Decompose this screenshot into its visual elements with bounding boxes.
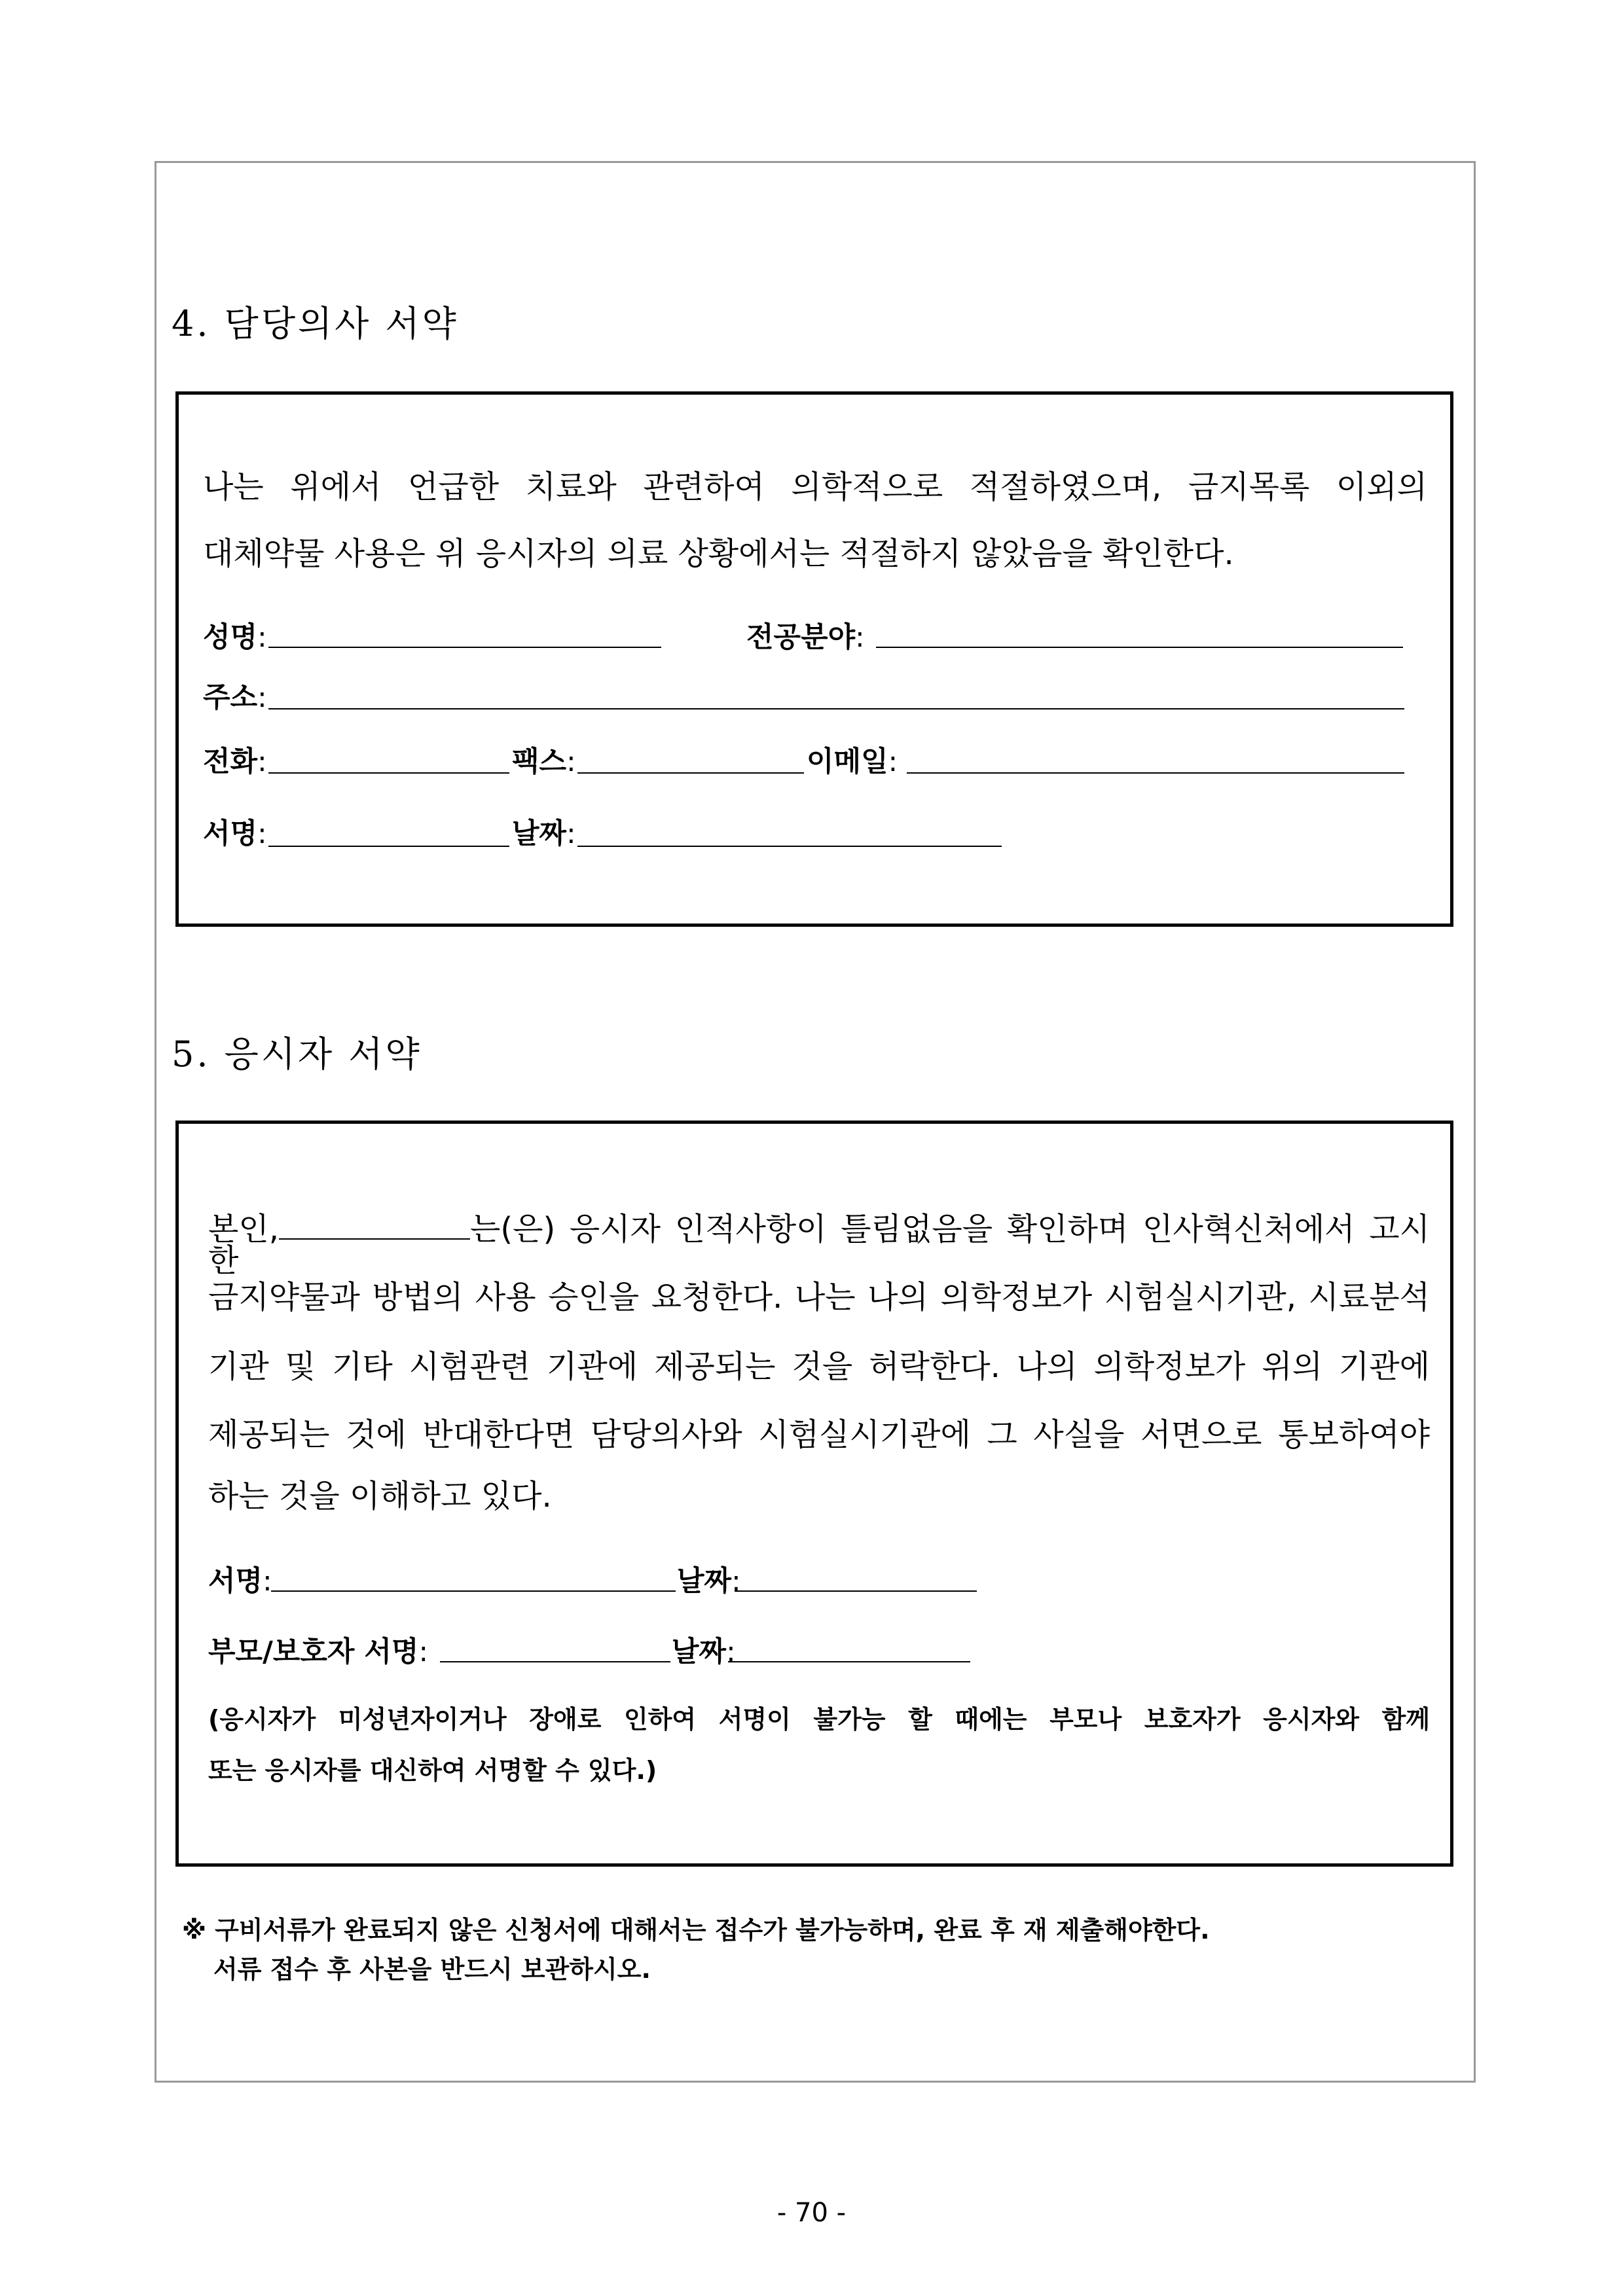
physician-phone-label: 전화:	[203, 745, 267, 778]
physician-name-label: 성명:	[203, 621, 267, 654]
physician-name-field[interactable]	[268, 647, 661, 648]
submission-note-line-1: ※ 구비서류가 완료되지 않은 신청서에 대해서는 접수가 불가능하며, 완료 후 재 제출해야한다.	[182, 1916, 1210, 1945]
physician-email-label: 이메일:	[807, 745, 898, 778]
page-number: - 70 -	[776, 2198, 847, 2228]
section-4-title: 4. 담당의사 서약	[172, 303, 459, 344]
physician-statement-line-1: 나는 위에서 언급한 치료와 관련하여 의학적으로 적절하였으며, 금지목록 이외의	[203, 469, 1427, 505]
applicant-signature-label: 서명:	[208, 1565, 272, 1598]
applicant-name-inline-field[interactable]	[279, 1212, 470, 1240]
applicant-statement-line-5: 하는 것을 이해하고 있다.	[208, 1478, 552, 1515]
physician-date-field[interactable]	[577, 846, 1002, 847]
physician-address-field[interactable]	[268, 708, 1404, 709]
guardian-date-label: 날짜:	[672, 1636, 736, 1668]
applicant-date-field[interactable]	[735, 1590, 977, 1592]
physician-signature-label: 서명:	[203, 817, 267, 850]
guardian-date-field[interactable]	[728, 1661, 970, 1662]
guardian-signature-field[interactable]	[440, 1661, 670, 1662]
guardian-note-line-2: 또는 응시자를 대신하여 서명할 수 있다.)	[208, 1756, 657, 1785]
section-5-title: 5. 응시자 서약	[172, 1033, 422, 1075]
guardian-note-line-1: (응시자가 미성년자이거나 장애로 인하여 서명이 불가능 할 때에는 부모나 보호자가 응시자와 함께	[208, 1705, 1430, 1734]
applicant-statement-line-1: 본인, 는(은) 응시자 인적사항이 틀림없음을 확인하며 인사혁신처에서 고시한	[208, 1211, 1430, 1279]
physician-fax-label: 팩스:	[512, 745, 576, 778]
physician-statement-line-2: 대체약물 사용은 위 응시자의 의료 상황에서는 적절하지 않았음을 확인한다.	[203, 535, 1234, 572]
submission-note-line-2: 서류 접수 후 사본을 반드시 보관하시오.	[213, 1955, 651, 1984]
physician-address-label: 주소:	[203, 681, 267, 714]
physician-signature-field[interactable]	[268, 846, 509, 847]
applicant-date-label: 날짜:	[677, 1565, 741, 1598]
physician-fax-field[interactable]	[577, 772, 804, 774]
applicant-statement-line-2: 금지약물과 방법의 사용 승인을 요청한다. 나는 나의 의학정보가 시험실시기관, 시료분석	[208, 1279, 1430, 1316]
guardian-signature-label: 부모/보호자 서명:	[208, 1636, 428, 1668]
applicant-statement-line-3: 기관 및 기타 시험관련 기관에 제공되는 것을 허락한다. 나의 의학정보가 위의 기관에	[208, 1348, 1430, 1385]
physician-specialty-label: 전공분야:	[746, 621, 865, 654]
applicant-signature-field[interactable]	[271, 1590, 676, 1592]
physician-email-field[interactable]	[907, 772, 1404, 774]
physician-specialty-field[interactable]	[876, 647, 1403, 648]
physician-date-label: 날짜:	[512, 817, 576, 850]
physician-phone-field[interactable]	[268, 772, 509, 774]
applicant-statement-line-4: 제공되는 것에 반대한다면 담당의사와 시험실시기관에 그 사실을 서면으로 통보하여야	[208, 1416, 1430, 1453]
